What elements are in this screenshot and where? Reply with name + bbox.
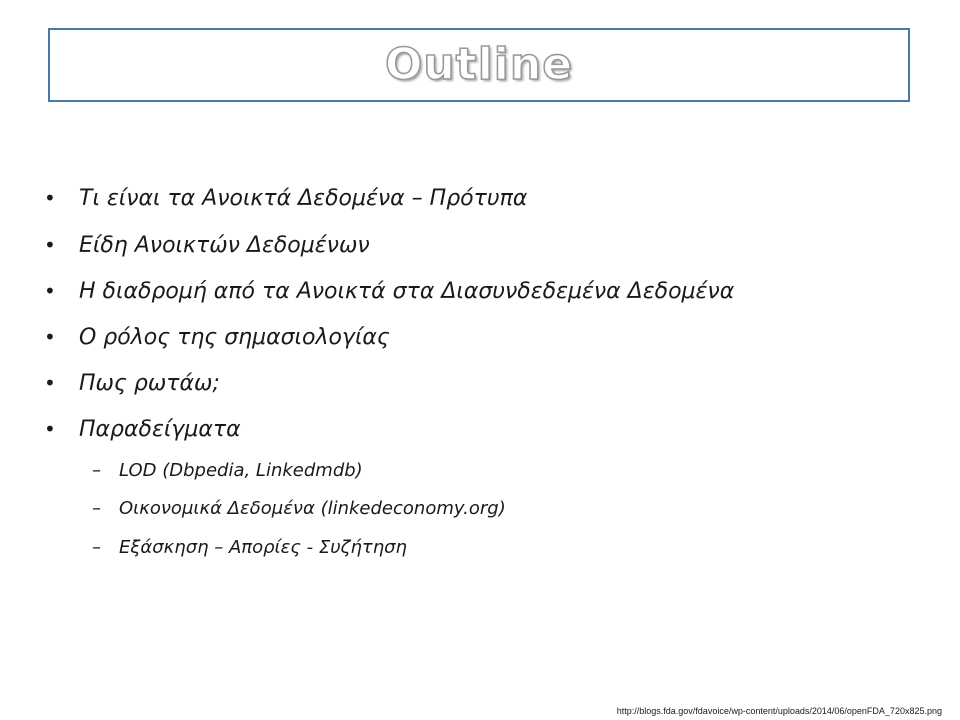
image-source-url: http://blogs.fda.gov/fdavoice/wp-content/uploads/2014/06/openFDA_720x825.png bbox=[616, 706, 942, 716]
bullet-text: Είδη Ανοικτών Δεδομένων bbox=[79, 233, 370, 258]
bullet-marker: • bbox=[44, 233, 56, 257]
bullet-marker: • bbox=[44, 417, 56, 441]
sub-bullet-marker: – bbox=[92, 460, 101, 481]
sub-bullet-text: LOD (Dbpedia, Linkedmdb) bbox=[119, 460, 363, 481]
bullet-text: Παραδείγματα bbox=[79, 417, 241, 442]
bullet-text: Πως ρωτάω; bbox=[79, 371, 220, 396]
sub-bullet-text: Οικονομικά Δεδομένα (linkedeconomy.org) bbox=[119, 498, 506, 519]
sub-bullet-marker: – bbox=[92, 537, 101, 558]
bullet-text: Τι είναι τα Ανοικτά Δεδομένα – Πρότυπα bbox=[79, 186, 528, 211]
bullet-text: Ο ρόλος της σημασιολογίας bbox=[79, 325, 390, 350]
bullet-marker: • bbox=[44, 325, 56, 349]
bullet-marker: • bbox=[44, 279, 56, 303]
slide-title: Outline bbox=[384, 39, 574, 90]
bullet-marker: • bbox=[44, 371, 56, 395]
bullet-marker: • bbox=[44, 186, 56, 210]
sub-bullet-text: Εξάσκηση – Απορίες - Συζήτηση bbox=[119, 537, 407, 558]
bullet-text: Η διαδρομή από τα Ανοικτά στα Διασυνδεδεμένα Δεδομένα bbox=[79, 279, 735, 304]
sub-bullet-marker: – bbox=[92, 498, 101, 519]
